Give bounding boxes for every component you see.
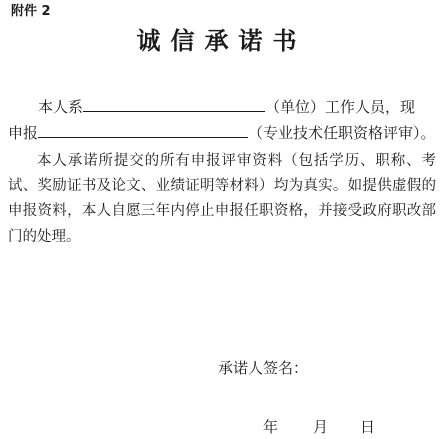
document-title: 诚信承诺书 bbox=[136, 26, 307, 55]
application-line-suffix: （专业技术任职资格评审）。 bbox=[248, 124, 436, 142]
date-month-label: 月 bbox=[313, 418, 329, 436]
date-year-label: 年 bbox=[263, 418, 279, 436]
unit-line bbox=[38, 97, 415, 117]
application-line bbox=[8, 123, 436, 143]
application-blank[interactable] bbox=[38, 123, 248, 138]
signer-label: 承诺人签名： bbox=[218, 359, 309, 377]
attachment-label: 附件 2 bbox=[11, 4, 51, 19]
unit-line-suffix: （单位）工作人员，现 bbox=[265, 98, 416, 116]
commitment-paragraph: 本人承诺所提交的所有申报评审资料（包括学历、职称、考试、奖励证书及论文、业绩证明等材料）均为真实。如提供虚假的申报资料，本人自愿三年内停止申报任职资格，并接受政府职改部门的处理。 bbox=[8, 153, 436, 245]
unit-name-blank[interactable] bbox=[83, 97, 265, 112]
application-line-prefix: 申报 bbox=[8, 124, 39, 142]
unit-line-prefix: 本人系 bbox=[38, 98, 84, 116]
date-day-label: 日 bbox=[360, 418, 376, 436]
